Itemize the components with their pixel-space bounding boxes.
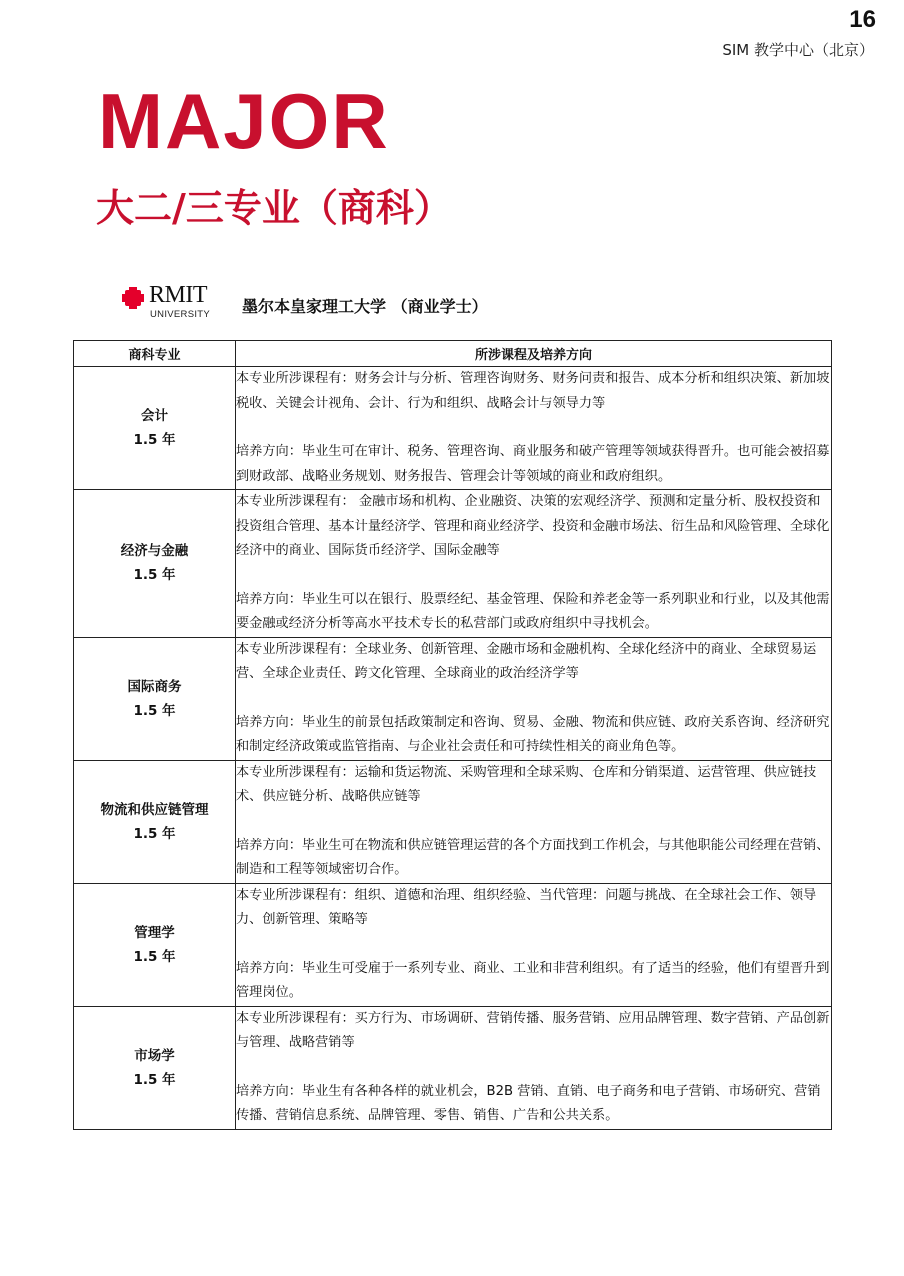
- major-name: 市场学: [134, 1047, 175, 1064]
- courses-text: 本专业所涉课程有：财务会计与分析、管理咨询财务、财务问责和报告、成本分析和组织决策、新加坡税收、关键会计视角、会计、行为和组织、战略会计与领导力等: [236, 371, 830, 411]
- table-row: [74, 760, 832, 883]
- major-duration: 1.5 年: [133, 1071, 176, 1088]
- career-text: 培养方向：毕业生的前景包括政策制定和咨询、贸易、金融、物流和供应链、政府关系咨询、经济研究和制定经济政策或监管指南、与企业社会责任和可持续性相关的商业角色等。: [236, 714, 830, 754]
- table-row: [74, 883, 832, 1006]
- table-row: [74, 637, 832, 760]
- courses-text: 本专业所涉课程有：买方行为、市场调研、营销传播、服务营销、应用品牌管理、数字营销、产品创新与管理、战略营销等: [236, 1010, 830, 1050]
- table-header-row: [74, 341, 832, 367]
- page-number: 16: [849, 6, 876, 33]
- courses-text: 本专业所涉课程有：运输和货运物流、采购管理和全球采购、仓库和分销渠道、运营管理、供应链技术、供应链分析、战略供应链等: [236, 764, 817, 804]
- majors-table: [73, 340, 832, 1130]
- major-name: 国际商务: [127, 678, 182, 695]
- major-duration: 1.5 年: [133, 948, 176, 965]
- major-duration: 1.5 年: [133, 432, 176, 448]
- career-text: 培养方向：毕业生有各种各样的就业机会，B2B 营销、直销、电子商务和电子营销、市场研究、营销传播、营销信息系统、品牌管理、零售、销售、广告和公共关系。: [236, 1083, 821, 1123]
- logo-text: RMIT: [149, 282, 207, 308]
- table-row: [74, 367, 832, 490]
- description-cell: [236, 367, 832, 490]
- major-cell: [74, 883, 236, 1006]
- major-title: MAJOR: [98, 77, 390, 165]
- table-row: [74, 1006, 832, 1129]
- header-major: 商科专业: [74, 341, 236, 367]
- major-cell: [74, 760, 236, 883]
- career-text: 培养方向：毕业生可以在银行、股票经纪、基金管理、保险和养老金等一系列职业和行业，以及其他需要金融或经济分析等高水平技术专长的私营部门或政府组织中寻找机会。: [236, 591, 830, 631]
- courses-text: 本专业所涉课程有：全球业务、创新管理、金融市场和金融机构、全球化经济中的商业、全球贸易运营、全球企业责任、跨文化管理、全球商业的政治经济学等: [236, 641, 817, 681]
- major-duration: 1.5 年: [133, 825, 176, 842]
- description-cell: [236, 1006, 832, 1129]
- description-cell: [236, 637, 832, 760]
- major-name: 管理学: [134, 924, 175, 941]
- section-subtitle: 大二/三专业（商科）: [96, 186, 452, 230]
- description-cell: [236, 883, 832, 1006]
- rmit-logo: [122, 284, 217, 324]
- career-text: 培养方向：毕业生可在审计、税务、管理咨询、商业服务和破产管理等领域获得晋升。也可能会被招募到财政部、战略业务规划、财务报告、管理会计等领域的商业和政府组织。: [236, 444, 830, 484]
- major-duration: 1.5 年: [133, 702, 176, 719]
- description-cell: [236, 490, 832, 638]
- major-name: 物流和供应链管理: [100, 801, 209, 818]
- courses-text: 本专业所涉课程有：组织、道德和治理、组织经验、当代管理：问题与挑战、在全球社会工作、领导力、创新管理、策略等: [236, 887, 817, 927]
- major-cell: [74, 1006, 236, 1129]
- courses-text: 本专业所涉课程有： 金融市场和机构、企业融资、决策的宏观经济学、预测和定量分析、股权投资和投资组合管理、基本计量经济学、管理和商业经济学、投资和金融市场法、衍生品和风险管理、全球化经济中的商业、国际货币经济学、国际金融等: [236, 494, 830, 558]
- table-row: [74, 490, 832, 638]
- career-text: 培养方向：毕业生可在物流和供应链管理运营的各个方面找到工作机会，与其他职能公司经理在营销、制造和工程等领域密切合作。: [236, 837, 830, 877]
- major-cell: [74, 637, 236, 760]
- major-name: 会计: [141, 408, 168, 424]
- rmit-pixel-icon: [122, 287, 144, 309]
- header-courses: 所涉课程及培养方向: [236, 341, 832, 367]
- university-name: 墨尔本皇家理工大学 （商业学士）: [242, 297, 488, 316]
- description-cell: [236, 760, 832, 883]
- header-center-name: SIM 教学中心（北京）: [722, 41, 874, 59]
- logo-subtext: UNIVERSITY: [150, 309, 211, 320]
- career-text: 培养方向：毕业生可受雇于一系列专业、商业、工业和非营利组织。有了适当的经验，他们有望晋升到管理岗位。: [236, 960, 830, 1000]
- major-cell: [74, 490, 236, 638]
- major-duration: 1.5 年: [133, 567, 176, 584]
- major-name: 经济与金融: [120, 543, 189, 560]
- major-cell: [74, 367, 236, 490]
